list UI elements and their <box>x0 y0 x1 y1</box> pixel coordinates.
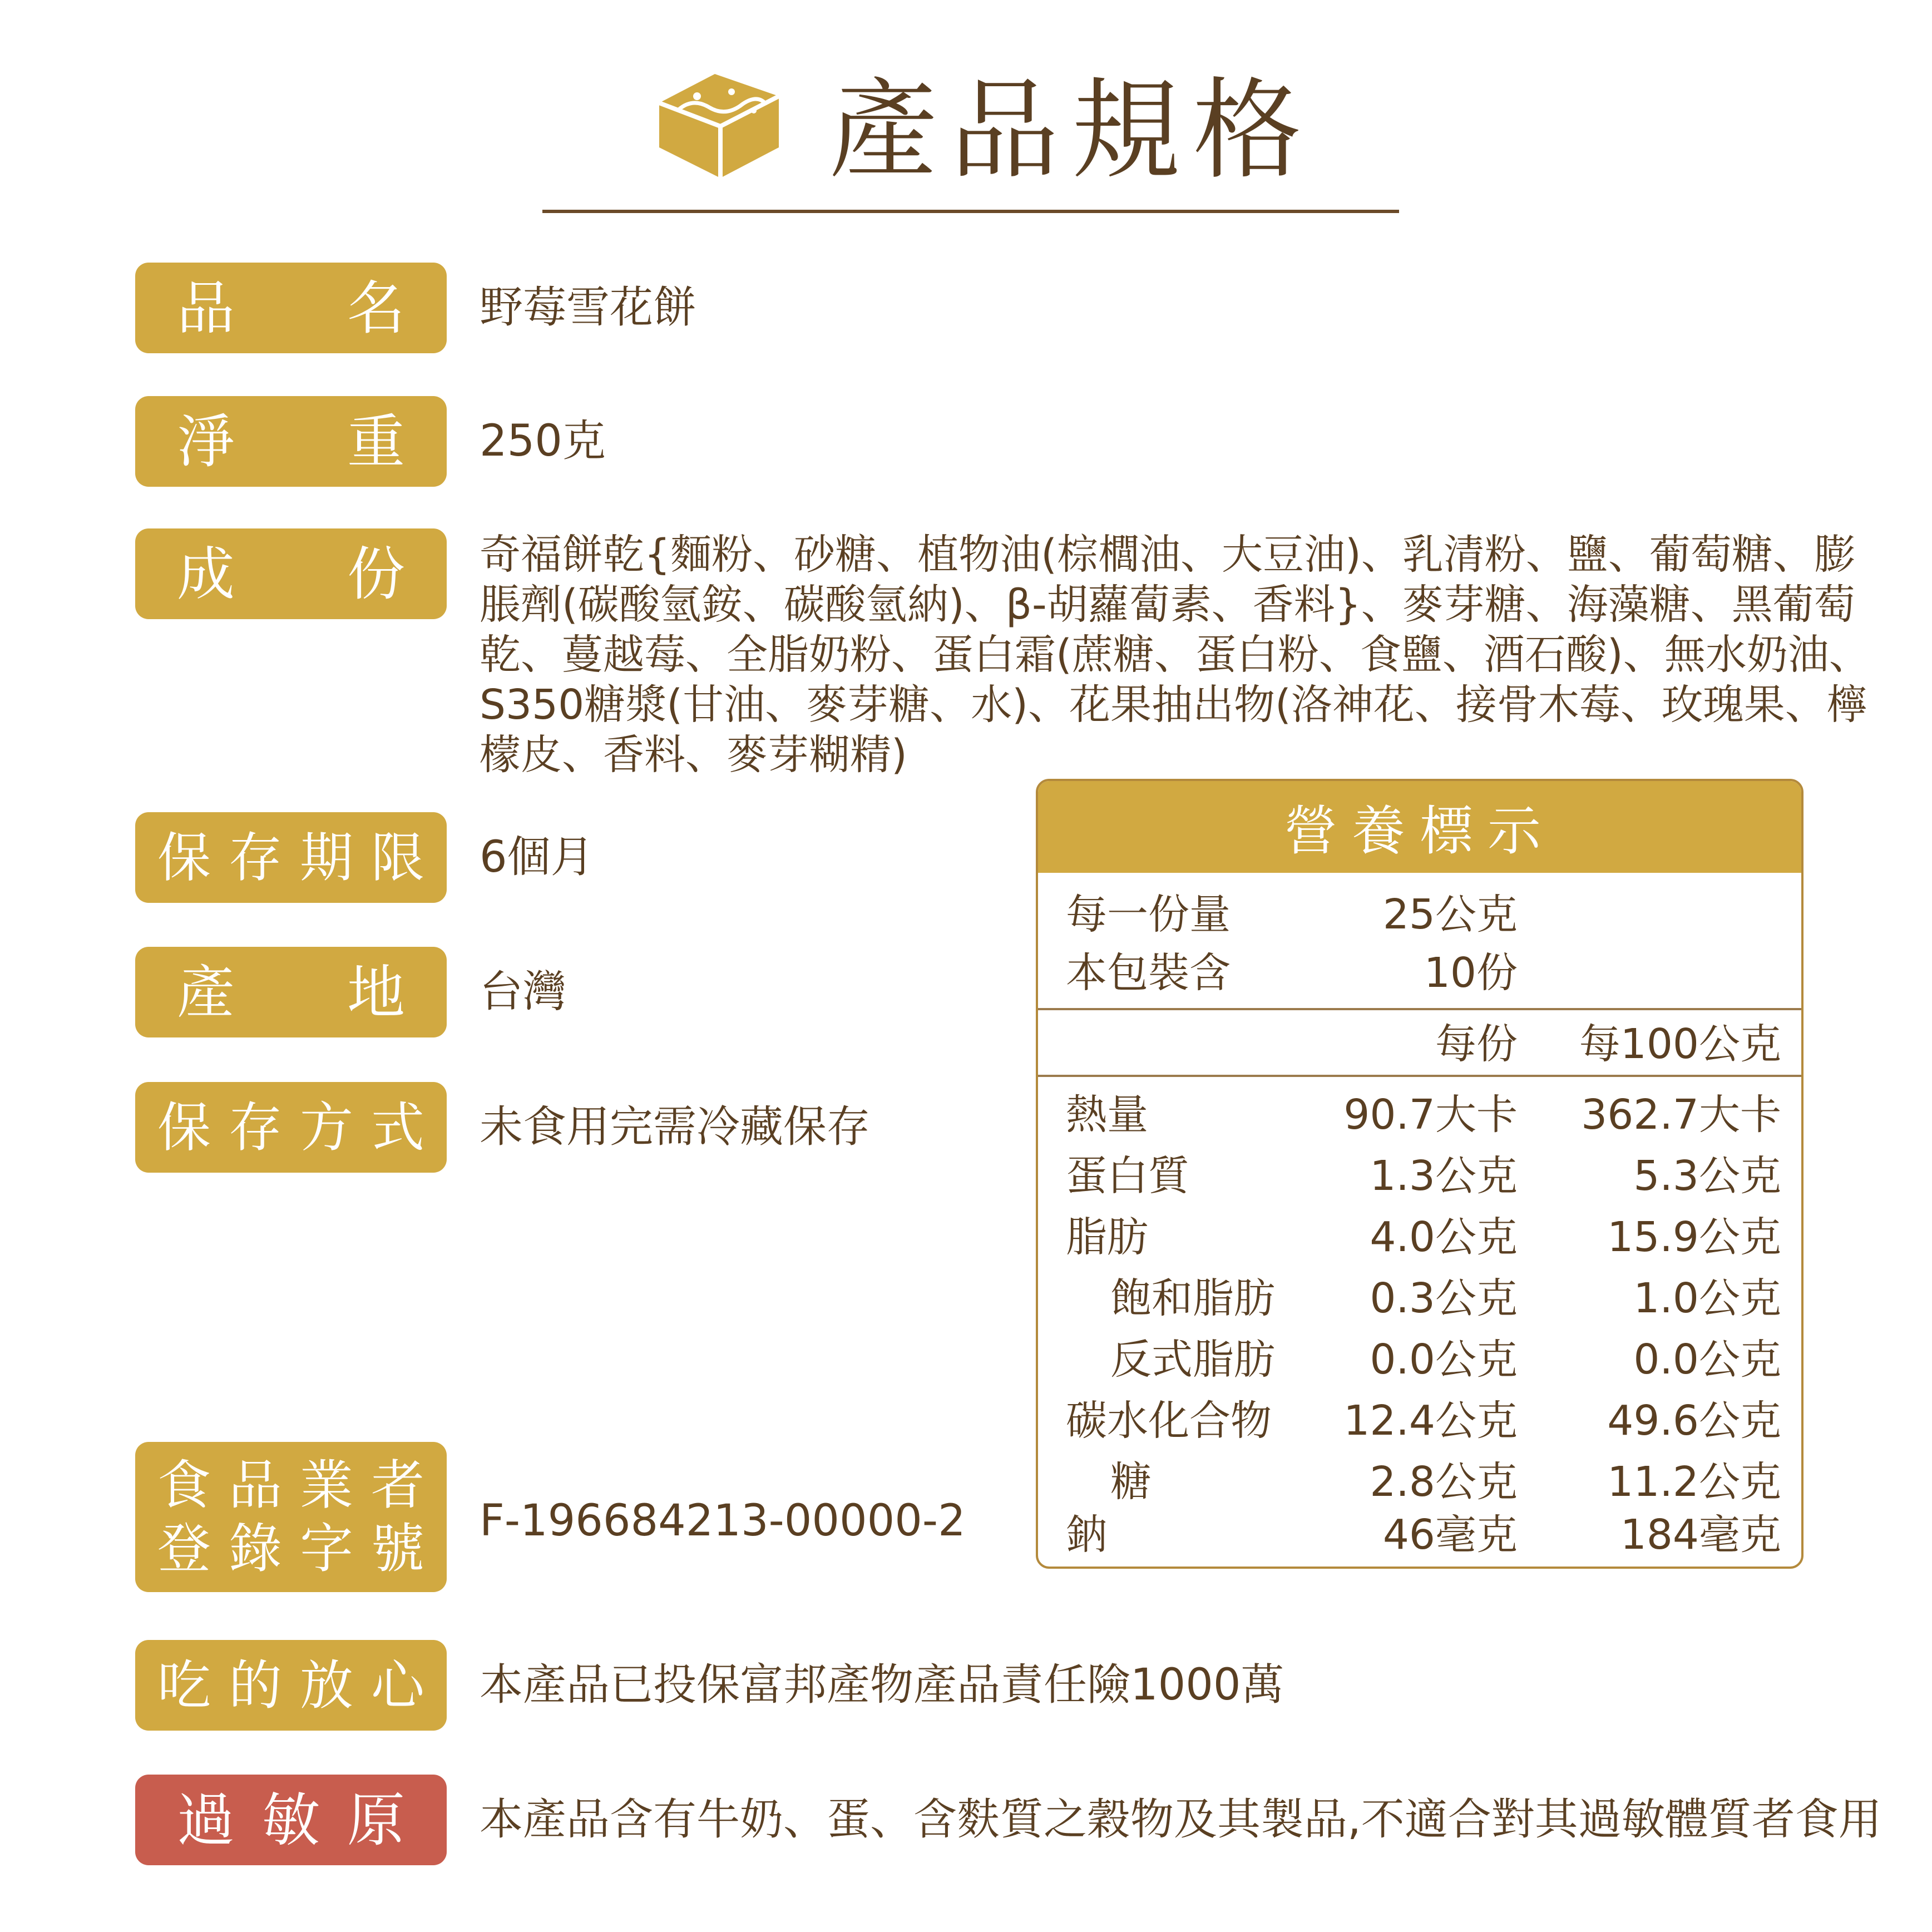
label-char: 吃 <box>157 1654 211 1717</box>
page-header <box>0 61 1932 200</box>
nutrient-per-serving: 12.4公克 <box>1343 1397 1518 1445</box>
label-char: 登 <box>157 1518 211 1580</box>
pineapple-cake-icon <box>648 64 787 186</box>
label-char: 錄 <box>229 1518 282 1580</box>
label-char: 原 <box>347 1786 405 1854</box>
nutrient-per-100g: 15.9公克 <box>1607 1213 1781 1261</box>
label-char: 心 <box>371 1654 424 1717</box>
label-net-weight <box>135 396 447 487</box>
serving-size-row <box>1038 884 1801 945</box>
serving-size-value: 25公克 <box>1382 891 1518 938</box>
label-char: 淨 <box>177 407 235 476</box>
nutrient-per-100g: 49.6公克 <box>1607 1397 1781 1445</box>
label-char: 方 <box>300 1096 353 1159</box>
label-assurance <box>135 1640 447 1731</box>
value-allergen: 本產品含有牛奶、蛋、含麩質之穀物及其製品,不適合對其過敏體質者食用 <box>480 1795 1882 1845</box>
nutrient-per-serving: 1.3公克 <box>1370 1152 1518 1200</box>
label-line <box>157 1454 424 1517</box>
nutrition-divider <box>1038 1008 1801 1010</box>
nutrient-per-serving: 2.8公克 <box>1370 1458 1518 1506</box>
label-char: 存 <box>229 826 282 889</box>
nutrient-row <box>1038 1145 1801 1207</box>
value-assurance: 本產品已投保富邦產物產品責任險1000萬 <box>480 1660 1284 1710</box>
label-origin <box>135 947 447 1037</box>
value-storage: 未食用完需冷藏保存 <box>480 1102 871 1152</box>
nutrient-name: 飽和脂肪 <box>1110 1274 1275 1322</box>
nutrient-per-serving: 46毫克 <box>1382 1511 1518 1559</box>
nutrient-row <box>1038 1268 1801 1329</box>
nutrient-name: 反式脂肪 <box>1110 1336 1275 1383</box>
label-char: 地 <box>347 958 405 1026</box>
label-registration <box>135 1442 447 1592</box>
label-char: 品 <box>177 274 235 342</box>
nutrient-per-100g: 1.0公克 <box>1633 1274 1781 1322</box>
label-char: 者 <box>371 1454 424 1516</box>
nutrient-per-100g: 5.3公克 <box>1633 1152 1781 1200</box>
label-shelf-life <box>135 812 447 903</box>
label-char: 份 <box>347 540 405 608</box>
value-product-name: 野莓雪花餅 <box>480 283 697 333</box>
col-per-serving: 每份 <box>1435 1020 1518 1068</box>
nutrient-per-100g: 184毫克 <box>1620 1511 1781 1559</box>
col-per-100g: 每100公克 <box>1579 1020 1781 1068</box>
value-shelf-life: 6個月 <box>480 832 594 882</box>
label-storage <box>135 1082 447 1173</box>
nutrient-row <box>1038 1390 1801 1451</box>
nutrient-row <box>1038 1504 1801 1565</box>
value-ingredients: 奇福餅乾{麵粉、砂糖、植物油(棕櫚油、大豆油)、乳清粉、鹽、葡萄糖、膨脹劑(碳酸氫銨、碳酸氫納)、β-胡蘿蔔素、香料}、麥芽糖、海藻糖、黑葡萄乾、蔓越莓、全脂奶粉、蛋白霜(蔗糖、蛋白粉、食鹽、酒石酸)、無水奶油、S350糖漿(甘油、麥芽糖、水)、花果抽出物(洛神花、接骨木莓、玫瑰果、檸檬皮、香料、麥芽糊精) <box>480 531 1870 779</box>
nutrition-title: 營養標示 <box>1038 781 1801 873</box>
column-header-row <box>1038 1014 1801 1075</box>
label-char: 存 <box>229 1096 282 1159</box>
label-char: 限 <box>371 826 424 889</box>
nutrition-divider <box>1038 1075 1801 1077</box>
page-title: 產品規格 <box>829 67 1315 194</box>
value-registration: F-196684213-00000-2 <box>480 1496 966 1546</box>
label-char: 品 <box>229 1454 282 1516</box>
servings-value: 10份 <box>1424 949 1518 997</box>
label-char: 成 <box>177 540 235 608</box>
serving-size-label: 每一份量 <box>1066 891 1231 938</box>
nutrient-per-serving: 4.0公克 <box>1370 1213 1518 1261</box>
value-origin: 台灣 <box>480 967 567 1017</box>
nutrient-per-serving: 0.3公克 <box>1370 1274 1518 1322</box>
label-ingredients <box>135 528 447 619</box>
nutrient-name: 糖 <box>1110 1458 1152 1506</box>
label-char: 號 <box>371 1518 424 1580</box>
nutrient-name: 熱量 <box>1066 1091 1148 1139</box>
label-char: 敏 <box>261 1786 320 1854</box>
nutrient-name: 蛋白質 <box>1066 1152 1189 1200</box>
value-net-weight: 250克 <box>480 416 606 466</box>
label-product-name <box>135 263 447 353</box>
nutrient-row <box>1038 1084 1801 1145</box>
label-char: 保 <box>157 826 211 889</box>
label-char: 名 <box>347 274 405 342</box>
servings-label: 本包裝含 <box>1066 949 1231 997</box>
nutrient-row <box>1038 1451 1801 1513</box>
title-divider <box>542 210 1399 213</box>
label-char: 放 <box>300 1654 353 1717</box>
nutrition-facts-panel <box>1036 779 1803 1569</box>
nutrient-per-100g: 11.2公克 <box>1607 1458 1781 1506</box>
label-char: 字 <box>300 1518 353 1580</box>
label-char: 期 <box>300 826 353 889</box>
nutrient-per-100g: 0.0公克 <box>1633 1336 1781 1383</box>
nutrient-row <box>1038 1207 1801 1268</box>
servings-row <box>1038 942 1801 1004</box>
nutrient-per-100g: 362.7大卡 <box>1581 1091 1781 1139</box>
label-char: 過 <box>177 1786 235 1854</box>
label-char: 產 <box>177 958 235 1026</box>
label-char: 業 <box>300 1454 353 1516</box>
label-allergen <box>135 1775 447 1865</box>
nutrient-per-serving: 90.7大卡 <box>1343 1091 1518 1139</box>
label-char: 重 <box>347 407 405 476</box>
label-char: 保 <box>157 1096 211 1159</box>
label-line <box>157 1517 424 1580</box>
nutrient-name: 脂肪 <box>1066 1213 1148 1261</box>
label-char: 食 <box>157 1454 211 1516</box>
nutrient-name: 碳水化合物 <box>1066 1397 1272 1445</box>
nutrient-per-serving: 0.0公克 <box>1370 1336 1518 1383</box>
nutrient-row <box>1038 1329 1801 1390</box>
label-char: 式 <box>371 1096 424 1159</box>
nutrient-name: 鈉 <box>1066 1511 1107 1559</box>
label-char: 的 <box>229 1654 282 1717</box>
